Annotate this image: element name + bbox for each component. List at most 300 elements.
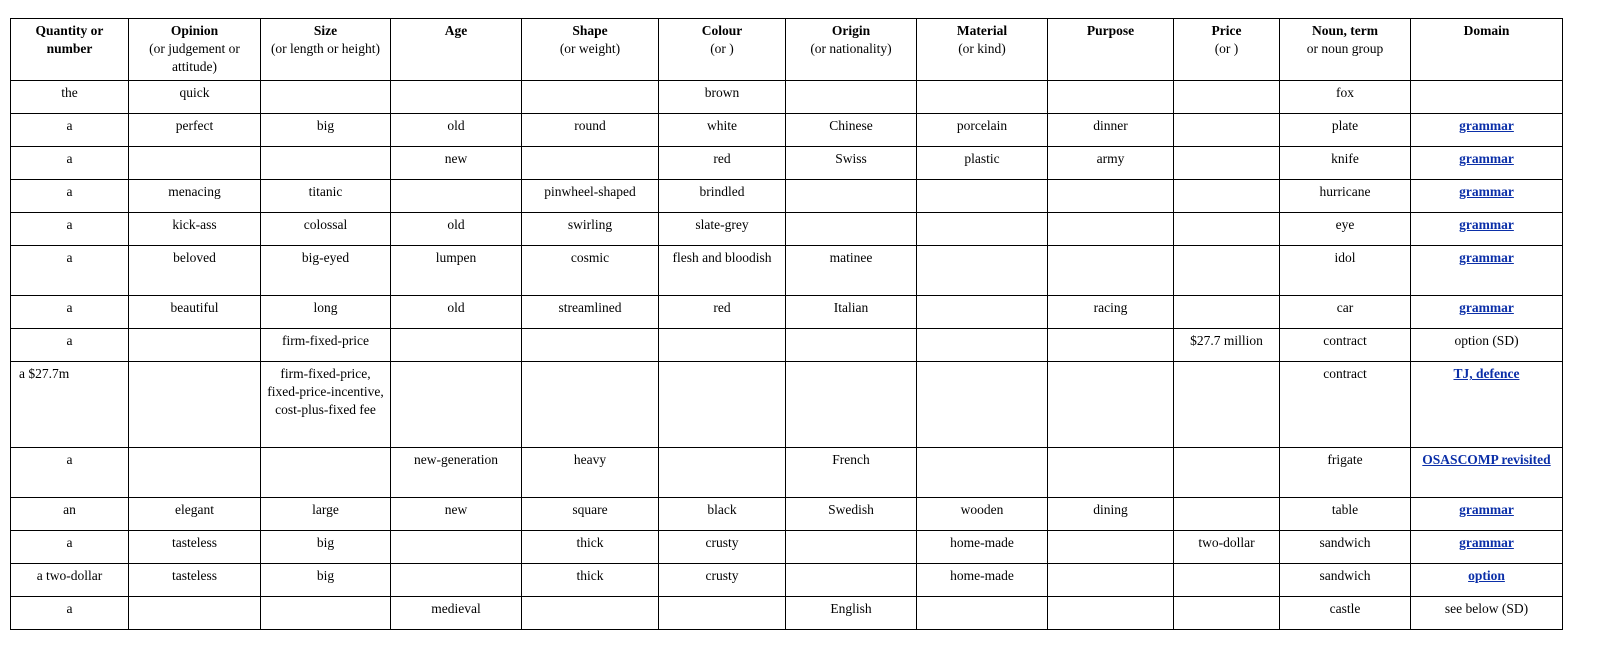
table-cell <box>659 114 786 147</box>
cell-text: knife <box>1331 151 1359 166</box>
table-cell <box>1411 296 1563 329</box>
table-cell <box>261 114 391 147</box>
cell-text: brown <box>704 85 740 100</box>
table-row <box>11 81 1563 114</box>
table-cell <box>1174 296 1280 329</box>
cell-text: perfect <box>175 118 214 133</box>
column-header-title: Quantity or number <box>35 23 104 56</box>
cell-text: two-dollar <box>1198 535 1255 550</box>
column-header-subtitle: (or judgement or attitude) <box>149 41 240 74</box>
table-body <box>11 81 1563 630</box>
table-cell <box>391 362 522 448</box>
table-cell <box>261 362 391 448</box>
table-cell <box>129 147 261 180</box>
cell-text: new <box>444 151 468 166</box>
table-cell <box>786 329 917 362</box>
cell-text: a <box>66 535 73 550</box>
table-cell <box>522 213 659 246</box>
adjective-order-table <box>10 18 1563 630</box>
table-cell <box>1280 531 1411 564</box>
cell-text: wooden <box>960 502 1004 517</box>
table-cell <box>11 296 129 329</box>
table-cell <box>391 448 522 498</box>
cell-text: plate <box>1331 118 1359 133</box>
table-cell <box>1411 448 1563 498</box>
table-cell <box>1411 329 1563 362</box>
cell-text: red <box>713 300 731 315</box>
cell-text: a <box>66 217 73 232</box>
table-cell <box>1280 498 1411 531</box>
cell-text: a <box>66 250 73 265</box>
table-cell <box>522 448 659 498</box>
table-cell <box>1411 362 1563 448</box>
cell-text: the <box>61 85 78 100</box>
table-cell <box>659 147 786 180</box>
column-header-subtitle: (or weight) <box>559 41 621 56</box>
table-cell <box>1411 531 1563 564</box>
domain-link[interactable]: grammar <box>1459 151 1514 166</box>
table-cell <box>786 531 917 564</box>
cell-text: option (SD) <box>1454 333 1519 348</box>
table-cell <box>1174 362 1280 448</box>
table-cell <box>129 564 261 597</box>
cell-text: home-made <box>950 535 1014 550</box>
table-cell <box>786 114 917 147</box>
table-cell <box>1174 498 1280 531</box>
column-header <box>522 19 659 81</box>
table-cell <box>659 213 786 246</box>
cell-text: matinee <box>829 250 873 265</box>
table-cell <box>11 498 129 531</box>
table-cell <box>261 246 391 296</box>
table-row <box>11 448 1563 498</box>
table-cell <box>1411 597 1563 630</box>
column-header-subtitle: (or kind) <box>958 41 1006 56</box>
table-cell <box>1048 329 1174 362</box>
cell-text: flesh and bloodish <box>672 250 772 265</box>
cell-text: old <box>447 118 465 133</box>
cell-text: big <box>316 118 335 133</box>
table-cell <box>391 296 522 329</box>
cell-text: old <box>447 300 465 315</box>
table-cell <box>1280 329 1411 362</box>
cell-text: see below (SD) <box>1444 601 1529 616</box>
table-cell <box>786 597 917 630</box>
cell-text: large <box>312 502 339 517</box>
cell-text: thick <box>576 568 604 583</box>
table-cell <box>659 564 786 597</box>
table-cell <box>129 180 261 213</box>
cell-text: swirling <box>567 217 613 232</box>
table-cell <box>129 213 261 246</box>
cell-text: idol <box>1334 250 1356 265</box>
table-cell <box>786 147 917 180</box>
cell-text: pinwheel-shaped <box>544 184 636 199</box>
table-cell <box>1048 114 1174 147</box>
table-row <box>11 498 1563 531</box>
cell-text: crusty <box>705 568 739 583</box>
table-cell <box>1174 180 1280 213</box>
cell-text: long <box>313 300 338 315</box>
table-cell <box>261 296 391 329</box>
table-cell <box>1280 81 1411 114</box>
table-cell <box>917 498 1048 531</box>
cell-text: quick <box>179 85 210 100</box>
column-header-subtitle: (or ) <box>710 41 734 56</box>
cell-text: a <box>66 151 73 166</box>
table-cell <box>1174 564 1280 597</box>
table-cell <box>1048 180 1174 213</box>
table-cell <box>1048 246 1174 296</box>
document-page <box>10 18 1563 630</box>
cell-text: red <box>713 151 731 166</box>
table-cell <box>261 448 391 498</box>
table-cell <box>1048 564 1174 597</box>
table-cell <box>1411 81 1563 114</box>
table-cell <box>1174 597 1280 630</box>
cell-text: thick <box>576 535 604 550</box>
table-cell <box>917 448 1048 498</box>
cell-text: elegant <box>175 502 214 517</box>
table-cell <box>1411 147 1563 180</box>
table-cell <box>659 296 786 329</box>
table-cell <box>1411 564 1563 597</box>
cell-text: Chinese <box>829 118 873 133</box>
table-row <box>11 564 1563 597</box>
table-cell <box>786 564 917 597</box>
table-cell <box>1048 296 1174 329</box>
column-header <box>391 19 522 81</box>
cell-text: lumpen <box>435 250 477 265</box>
table-cell <box>522 246 659 296</box>
cell-text: new <box>444 502 468 517</box>
cell-text: a <box>66 452 73 467</box>
table-cell <box>1048 498 1174 531</box>
table-cell <box>129 448 261 498</box>
table-cell <box>1280 213 1411 246</box>
cell-text: a <box>66 300 73 315</box>
cell-text: contract <box>1323 333 1367 348</box>
table-cell <box>1280 448 1411 498</box>
table-cell <box>261 329 391 362</box>
column-header <box>1411 19 1563 81</box>
cell-text: tasteless <box>172 568 217 583</box>
table-cell <box>786 498 917 531</box>
column-header-subtitle: (or ) <box>1214 41 1239 56</box>
table-cell <box>522 564 659 597</box>
table-cell <box>917 329 1048 362</box>
table-cell <box>11 448 129 498</box>
table-cell <box>261 180 391 213</box>
column-header-title: Colour <box>701 23 743 38</box>
table-cell <box>1280 564 1411 597</box>
table-cell <box>11 597 129 630</box>
cell-text: beautiful <box>170 300 219 315</box>
column-header-title: Origin <box>831 23 871 38</box>
table-cell <box>1048 147 1174 180</box>
table-cell <box>522 296 659 329</box>
table-cell <box>391 180 522 213</box>
table-cell <box>786 246 917 296</box>
column-header <box>1174 19 1280 81</box>
cell-text: brindled <box>699 184 745 199</box>
table-cell <box>129 114 261 147</box>
cell-text: white <box>707 118 737 133</box>
cell-text: army <box>1096 151 1125 166</box>
table-cell <box>391 147 522 180</box>
table-cell <box>659 246 786 296</box>
table-row <box>11 597 1563 630</box>
table-cell <box>786 296 917 329</box>
cell-text: $27.7 million <box>1190 333 1263 348</box>
table-cell <box>1048 597 1174 630</box>
cell-text: table <box>1331 502 1359 517</box>
cell-text: medieval <box>431 601 481 616</box>
table-cell <box>786 448 917 498</box>
table-cell <box>261 498 391 531</box>
table-cell <box>786 362 917 448</box>
cell-text: a $27.7m <box>19 366 70 381</box>
table-row <box>11 180 1563 213</box>
table-cell <box>11 147 129 180</box>
cell-text: Swiss <box>835 151 867 166</box>
table-cell <box>1048 531 1174 564</box>
domain-link[interactable]: grammar <box>1459 535 1514 550</box>
table-cell <box>1411 180 1563 213</box>
table-cell <box>1048 213 1174 246</box>
cell-text: French <box>832 452 870 467</box>
table-cell <box>261 81 391 114</box>
table-cell <box>391 246 522 296</box>
table-cell <box>391 81 522 114</box>
column-header-title: Noun, term <box>1312 23 1378 38</box>
table-cell <box>1280 362 1411 448</box>
column-header <box>129 19 261 81</box>
table-cell <box>917 180 1048 213</box>
cell-text: English <box>830 601 872 616</box>
cell-text: castle <box>1329 601 1361 616</box>
cell-text: fox <box>1336 85 1354 100</box>
table-cell <box>659 498 786 531</box>
column-header-subtitle: or noun group <box>1306 41 1384 56</box>
table-row <box>11 531 1563 564</box>
table-cell <box>1174 81 1280 114</box>
column-header-title: Size <box>313 23 338 38</box>
table-cell <box>391 498 522 531</box>
table-cell <box>1280 296 1411 329</box>
table-cell <box>1280 180 1411 213</box>
table-row <box>11 296 1563 329</box>
domain-link[interactable]: TJ, defence <box>1453 366 1520 381</box>
table-cell <box>659 329 786 362</box>
table-cell <box>391 531 522 564</box>
table-cell <box>659 448 786 498</box>
column-header-title: Shape <box>572 23 608 38</box>
cell-text: dining <box>1093 502 1128 517</box>
table-cell <box>1280 147 1411 180</box>
table-row <box>11 329 1563 362</box>
table-cell <box>522 147 659 180</box>
column-header <box>1280 19 1411 81</box>
cell-text: big <box>316 535 335 550</box>
cell-text: a <box>66 118 73 133</box>
cell-text: racing <box>1093 300 1128 315</box>
table-cell <box>129 329 261 362</box>
cell-text: a <box>66 601 73 616</box>
header-row <box>11 19 1563 81</box>
cell-text: beloved <box>173 250 216 265</box>
table-cell <box>11 246 129 296</box>
table-row <box>11 213 1563 246</box>
table-cell <box>786 81 917 114</box>
cell-text: Swedish <box>828 502 874 517</box>
table-cell <box>522 329 659 362</box>
table-cell <box>391 114 522 147</box>
cell-text: heavy <box>573 452 607 467</box>
column-header <box>1048 19 1174 81</box>
table-cell <box>659 180 786 213</box>
table-cell <box>1280 246 1411 296</box>
column-header-title: Price <box>1211 23 1242 38</box>
cell-text: eye <box>1335 217 1355 232</box>
table-cell <box>659 531 786 564</box>
table-cell <box>522 114 659 147</box>
cell-text: colossal <box>303 217 348 232</box>
cell-text: titanic <box>308 184 343 199</box>
cell-text: car <box>1336 300 1354 315</box>
column-header <box>261 19 391 81</box>
table-cell <box>129 531 261 564</box>
table-cell <box>129 296 261 329</box>
table-cell <box>1048 362 1174 448</box>
table-cell <box>522 81 659 114</box>
cell-text: streamlined <box>558 300 622 315</box>
table-cell <box>522 597 659 630</box>
table-cell <box>659 597 786 630</box>
table-cell <box>129 597 261 630</box>
cell-text: new-generation <box>414 452 498 467</box>
cell-text: frigate <box>1327 452 1363 467</box>
cell-text: crusty <box>705 535 739 550</box>
cell-text: menacing <box>168 184 221 199</box>
table-cell <box>917 531 1048 564</box>
domain-link[interactable]: grammar <box>1459 502 1514 517</box>
table-row <box>11 114 1563 147</box>
table-cell <box>917 114 1048 147</box>
table-cell <box>1174 531 1280 564</box>
cell-text: dinner <box>1093 118 1128 133</box>
table-cell <box>11 564 129 597</box>
table-cell <box>261 531 391 564</box>
table-cell <box>391 564 522 597</box>
table-cell <box>659 362 786 448</box>
table-cell <box>11 180 129 213</box>
table-cell <box>1048 81 1174 114</box>
table-cell <box>917 296 1048 329</box>
table-row <box>11 246 1563 296</box>
table-cell <box>1411 114 1563 147</box>
cell-text: home-made <box>950 568 1014 583</box>
domain-link[interactable]: OSASCOMP revisited <box>1422 452 1551 467</box>
cell-text: big <box>316 568 335 583</box>
table-cell <box>11 362 129 448</box>
table-cell <box>917 246 1048 296</box>
table-cell <box>261 597 391 630</box>
cell-text: sandwich <box>1319 535 1371 550</box>
domain-link[interactable]: option <box>1468 568 1505 583</box>
cell-text: kick-ass <box>172 217 217 232</box>
cell-text: a two-dollar <box>36 568 103 583</box>
table-cell <box>11 329 129 362</box>
table-cell <box>917 362 1048 448</box>
domain-link[interactable]: grammar <box>1459 300 1514 315</box>
cell-text: slate-grey <box>695 217 749 232</box>
table-cell <box>1411 213 1563 246</box>
column-header-title: Purpose <box>1086 23 1135 38</box>
column-header-title: Material <box>956 23 1008 38</box>
column-header-title: Opinion <box>170 23 219 38</box>
table-cell <box>1174 448 1280 498</box>
cell-text: plastic <box>964 151 1000 166</box>
cell-text: square <box>572 502 608 517</box>
column-header <box>659 19 786 81</box>
table-row <box>11 147 1563 180</box>
table-cell <box>659 81 786 114</box>
table-cell <box>786 213 917 246</box>
table-cell <box>522 531 659 564</box>
cell-text: big-eyed <box>301 250 350 265</box>
column-header-title: Domain <box>1463 23 1510 38</box>
cell-text: cosmic <box>570 250 610 265</box>
table-cell <box>917 147 1048 180</box>
table-cell <box>1411 498 1563 531</box>
domain-link[interactable]: grammar <box>1459 250 1514 265</box>
cell-text: porcelain <box>956 118 1008 133</box>
column-header-subtitle: (or length or height) <box>270 41 381 56</box>
column-header <box>917 19 1048 81</box>
table-cell <box>1411 246 1563 296</box>
domain-link[interactable]: grammar <box>1459 118 1514 133</box>
table-cell <box>522 180 659 213</box>
table-cell <box>1174 114 1280 147</box>
column-header <box>786 19 917 81</box>
table-cell <box>1174 213 1280 246</box>
cell-text: an <box>63 502 76 517</box>
table-cell <box>1048 448 1174 498</box>
cell-text: contract <box>1323 366 1367 381</box>
table-cell <box>11 531 129 564</box>
table-cell <box>261 213 391 246</box>
cell-text: hurricane <box>1319 184 1371 199</box>
table-cell <box>917 213 1048 246</box>
table-cell <box>391 597 522 630</box>
table-cell <box>522 362 659 448</box>
table-cell <box>1280 597 1411 630</box>
table-cell <box>786 180 917 213</box>
table-row <box>11 362 1563 448</box>
column-header-title: Age <box>444 23 468 38</box>
domain-link[interactable]: grammar <box>1459 217 1514 232</box>
table-cell <box>917 597 1048 630</box>
table-cell <box>522 498 659 531</box>
table-cell <box>1174 246 1280 296</box>
cell-text: firm-fixed-price, fixed-price-incentive, cost-plus-fixed fee <box>267 366 384 417</box>
cell-text: old <box>447 217 465 232</box>
table-cell <box>1174 329 1280 362</box>
domain-link[interactable]: grammar <box>1459 184 1514 199</box>
table-cell <box>917 81 1048 114</box>
table-cell <box>129 498 261 531</box>
